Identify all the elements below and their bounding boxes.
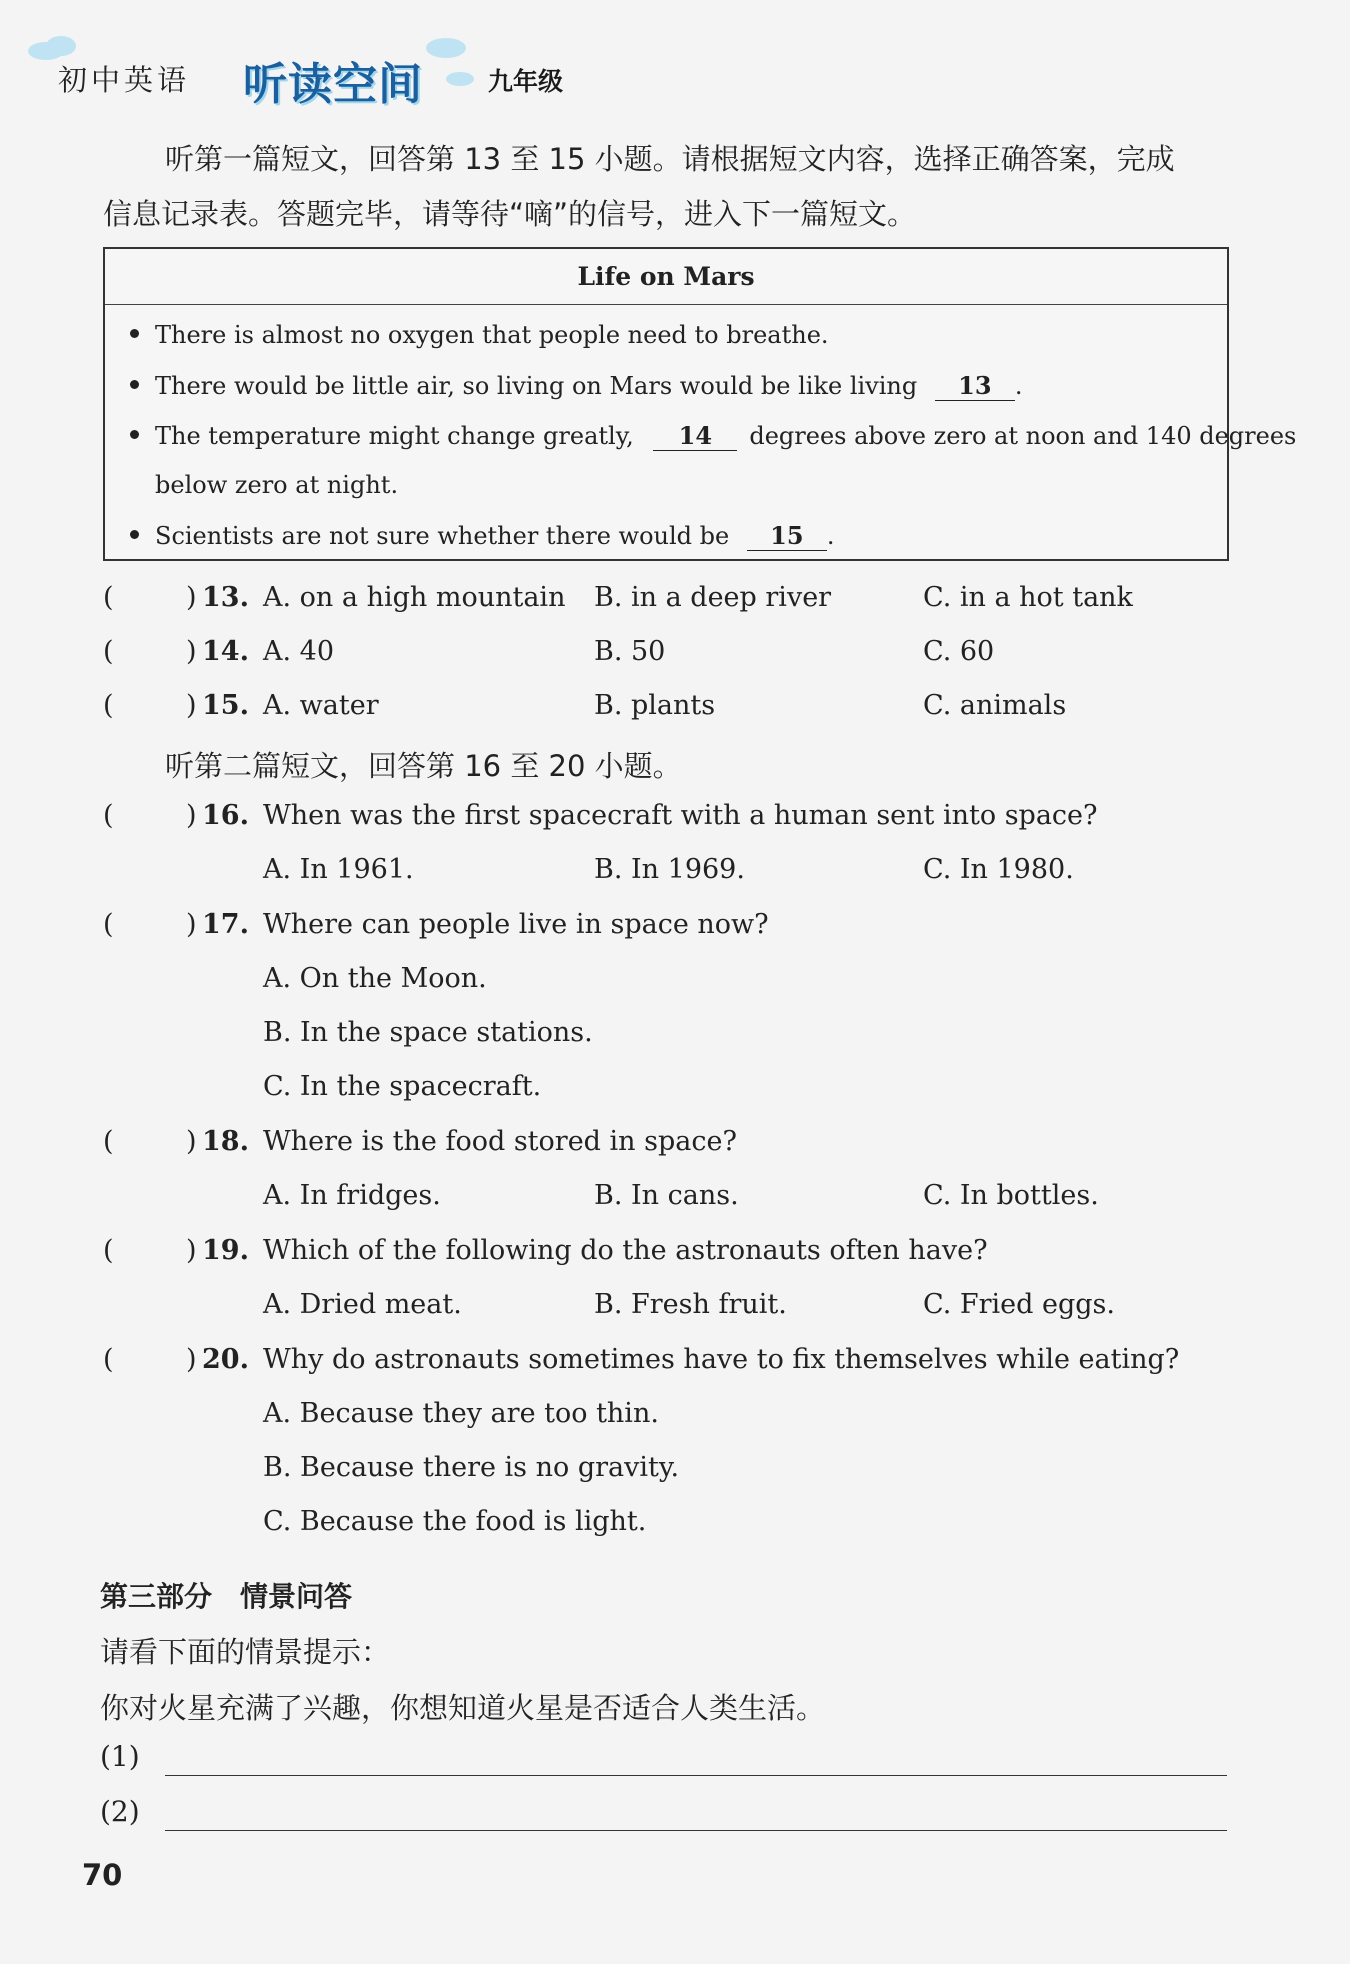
option-b[interactable]: B. Because there is no gravity. xyxy=(263,1452,680,1483)
bullet-icon xyxy=(130,329,139,338)
answer-paren-open[interactable]: ( xyxy=(103,1235,114,1266)
bullet-icon xyxy=(130,380,139,389)
option-b[interactable]: B. plants xyxy=(594,690,716,721)
answer-paren-close: ) xyxy=(186,1126,197,1157)
info-record-table xyxy=(103,247,1297,561)
table-title: Life on Mars xyxy=(105,249,1227,305)
bullet-2: There would be little air, so living on Mars would be like living 13 . xyxy=(130,371,1023,401)
bullet-4: Scientists are not sure whether there would be 15 . xyxy=(130,521,835,551)
option-c[interactable]: C. animals xyxy=(923,690,1067,721)
question-number: 15. xyxy=(202,690,249,721)
option-a[interactable]: A. 40 xyxy=(263,636,335,667)
question-number: 18. xyxy=(202,1126,249,1157)
option-c[interactable]: C. In 1980. xyxy=(923,854,1074,885)
option-a[interactable]: A. Because they are too thin. xyxy=(263,1398,659,1429)
question-text: Why do astronauts sometimes have to fix themselves while eating? xyxy=(263,1344,1180,1375)
answer-paren-open[interactable]: ( xyxy=(103,909,114,940)
bullet-3-cont: below zero at night. xyxy=(155,471,399,499)
option-a[interactable]: A. In fridges. xyxy=(263,1180,441,1211)
question-number: 14. xyxy=(202,636,249,667)
option-a[interactable]: A. on a high mountain xyxy=(263,582,566,613)
cloud-icon xyxy=(46,36,76,56)
scenario-prompt: 请看下面的情景提示： xyxy=(100,1635,391,1669)
option-b[interactable]: B. In 1969. xyxy=(594,854,745,885)
question-text: When was the first spacecraft with a human sent into space? xyxy=(263,800,1098,831)
blank-13[interactable]: 13 xyxy=(935,371,1015,401)
answer-line-2[interactable] xyxy=(165,1830,1227,1831)
answer-paren-open[interactable]: ( xyxy=(103,1344,114,1375)
intro-line-2: 信息记录表。答题完毕，请等待“嘀”的信号，进入下一篇短文。 xyxy=(103,197,917,231)
option-c[interactable]: C. In the spacecraft. xyxy=(263,1071,542,1102)
section-title: 第三部分 情景问答 xyxy=(100,1580,353,1613)
question-number: 17. xyxy=(202,909,249,940)
question-text: Which of the following do the astronauts often have? xyxy=(263,1235,988,1266)
answer-paren-close: ) xyxy=(186,1344,197,1375)
option-c[interactable]: C. Fried eggs. xyxy=(923,1289,1115,1320)
option-c[interactable]: C. In bottles. xyxy=(923,1180,1099,1211)
grade-label: 九年级 xyxy=(488,67,564,96)
cloud-icon xyxy=(426,38,466,58)
intro-2: 听第二篇短文，回答第 16 至 20 小题。 xyxy=(165,749,682,783)
answer-label-2: (2) xyxy=(100,1795,140,1828)
answer-paren-close: ) xyxy=(186,636,197,667)
option-a[interactable]: A. water xyxy=(263,690,379,721)
bullet-icon xyxy=(130,430,139,439)
answer-paren-close: ) xyxy=(186,909,197,940)
bullet-3: The temperature might change greatly, 14 degrees above zero at noon and 140 degrees xyxy=(130,421,1296,451)
option-a[interactable]: A. Dried meat. xyxy=(263,1289,462,1320)
blank-14[interactable]: 14 xyxy=(653,421,737,451)
option-a[interactable]: A. On the Moon. xyxy=(263,963,487,994)
cloud-icon xyxy=(446,72,474,86)
answer-paren-open[interactable]: ( xyxy=(103,800,114,831)
question-text: Where is the food stored in space? xyxy=(263,1126,737,1157)
book-logo: 听读空间 xyxy=(243,59,423,110)
answer-paren-open[interactable]: ( xyxy=(103,636,114,667)
question-number: 19. xyxy=(202,1235,249,1266)
option-b[interactable]: B. In the space stations. xyxy=(263,1017,593,1048)
question-number: 16. xyxy=(202,800,249,831)
answer-paren-close: ) xyxy=(186,690,197,721)
answer-paren-open[interactable]: ( xyxy=(103,1126,114,1157)
question-text: Where can people live in space now? xyxy=(263,909,769,940)
book-subtitle: 初中英语 xyxy=(58,63,191,97)
option-c[interactable]: C. 60 xyxy=(923,636,995,667)
option-b[interactable]: B. Fresh fruit. xyxy=(594,1289,787,1320)
page-header xyxy=(28,40,728,110)
answer-paren-close: ) xyxy=(186,800,197,831)
option-c[interactable]: C. Because the food is light. xyxy=(263,1506,647,1537)
option-b[interactable]: B. 50 xyxy=(594,636,666,667)
question-number: 20. xyxy=(202,1344,249,1375)
page-number: 70 xyxy=(82,1858,123,1892)
option-c[interactable]: C. in a hot tank xyxy=(923,582,1133,613)
option-a[interactable]: A. In 1961. xyxy=(263,854,414,885)
blank-15[interactable]: 15 xyxy=(747,521,827,551)
scenario-text: 你对火星充满了兴趣，你想知道火星是否适合人类生活。 xyxy=(100,1691,826,1725)
bullet-icon xyxy=(130,530,139,539)
answer-paren-close: ) xyxy=(186,582,197,613)
answer-paren-close: ) xyxy=(186,1235,197,1266)
answer-paren-open[interactable]: ( xyxy=(103,582,114,613)
intro-line-1: 听第一篇短文，回答第 13 至 15 小题。请根据短文内容，选择正确答案，完成 xyxy=(165,142,1175,176)
question-number: 13. xyxy=(202,582,249,613)
bullet-1: There is almost no oxygen that people need to breathe. xyxy=(130,321,829,349)
answer-label-1: (1) xyxy=(100,1740,140,1773)
option-b[interactable]: B. in a deep river xyxy=(594,582,832,613)
answer-line-1[interactable] xyxy=(165,1775,1227,1776)
answer-paren-open[interactable]: ( xyxy=(103,690,114,721)
option-b[interactable]: B. In cans. xyxy=(594,1180,739,1211)
